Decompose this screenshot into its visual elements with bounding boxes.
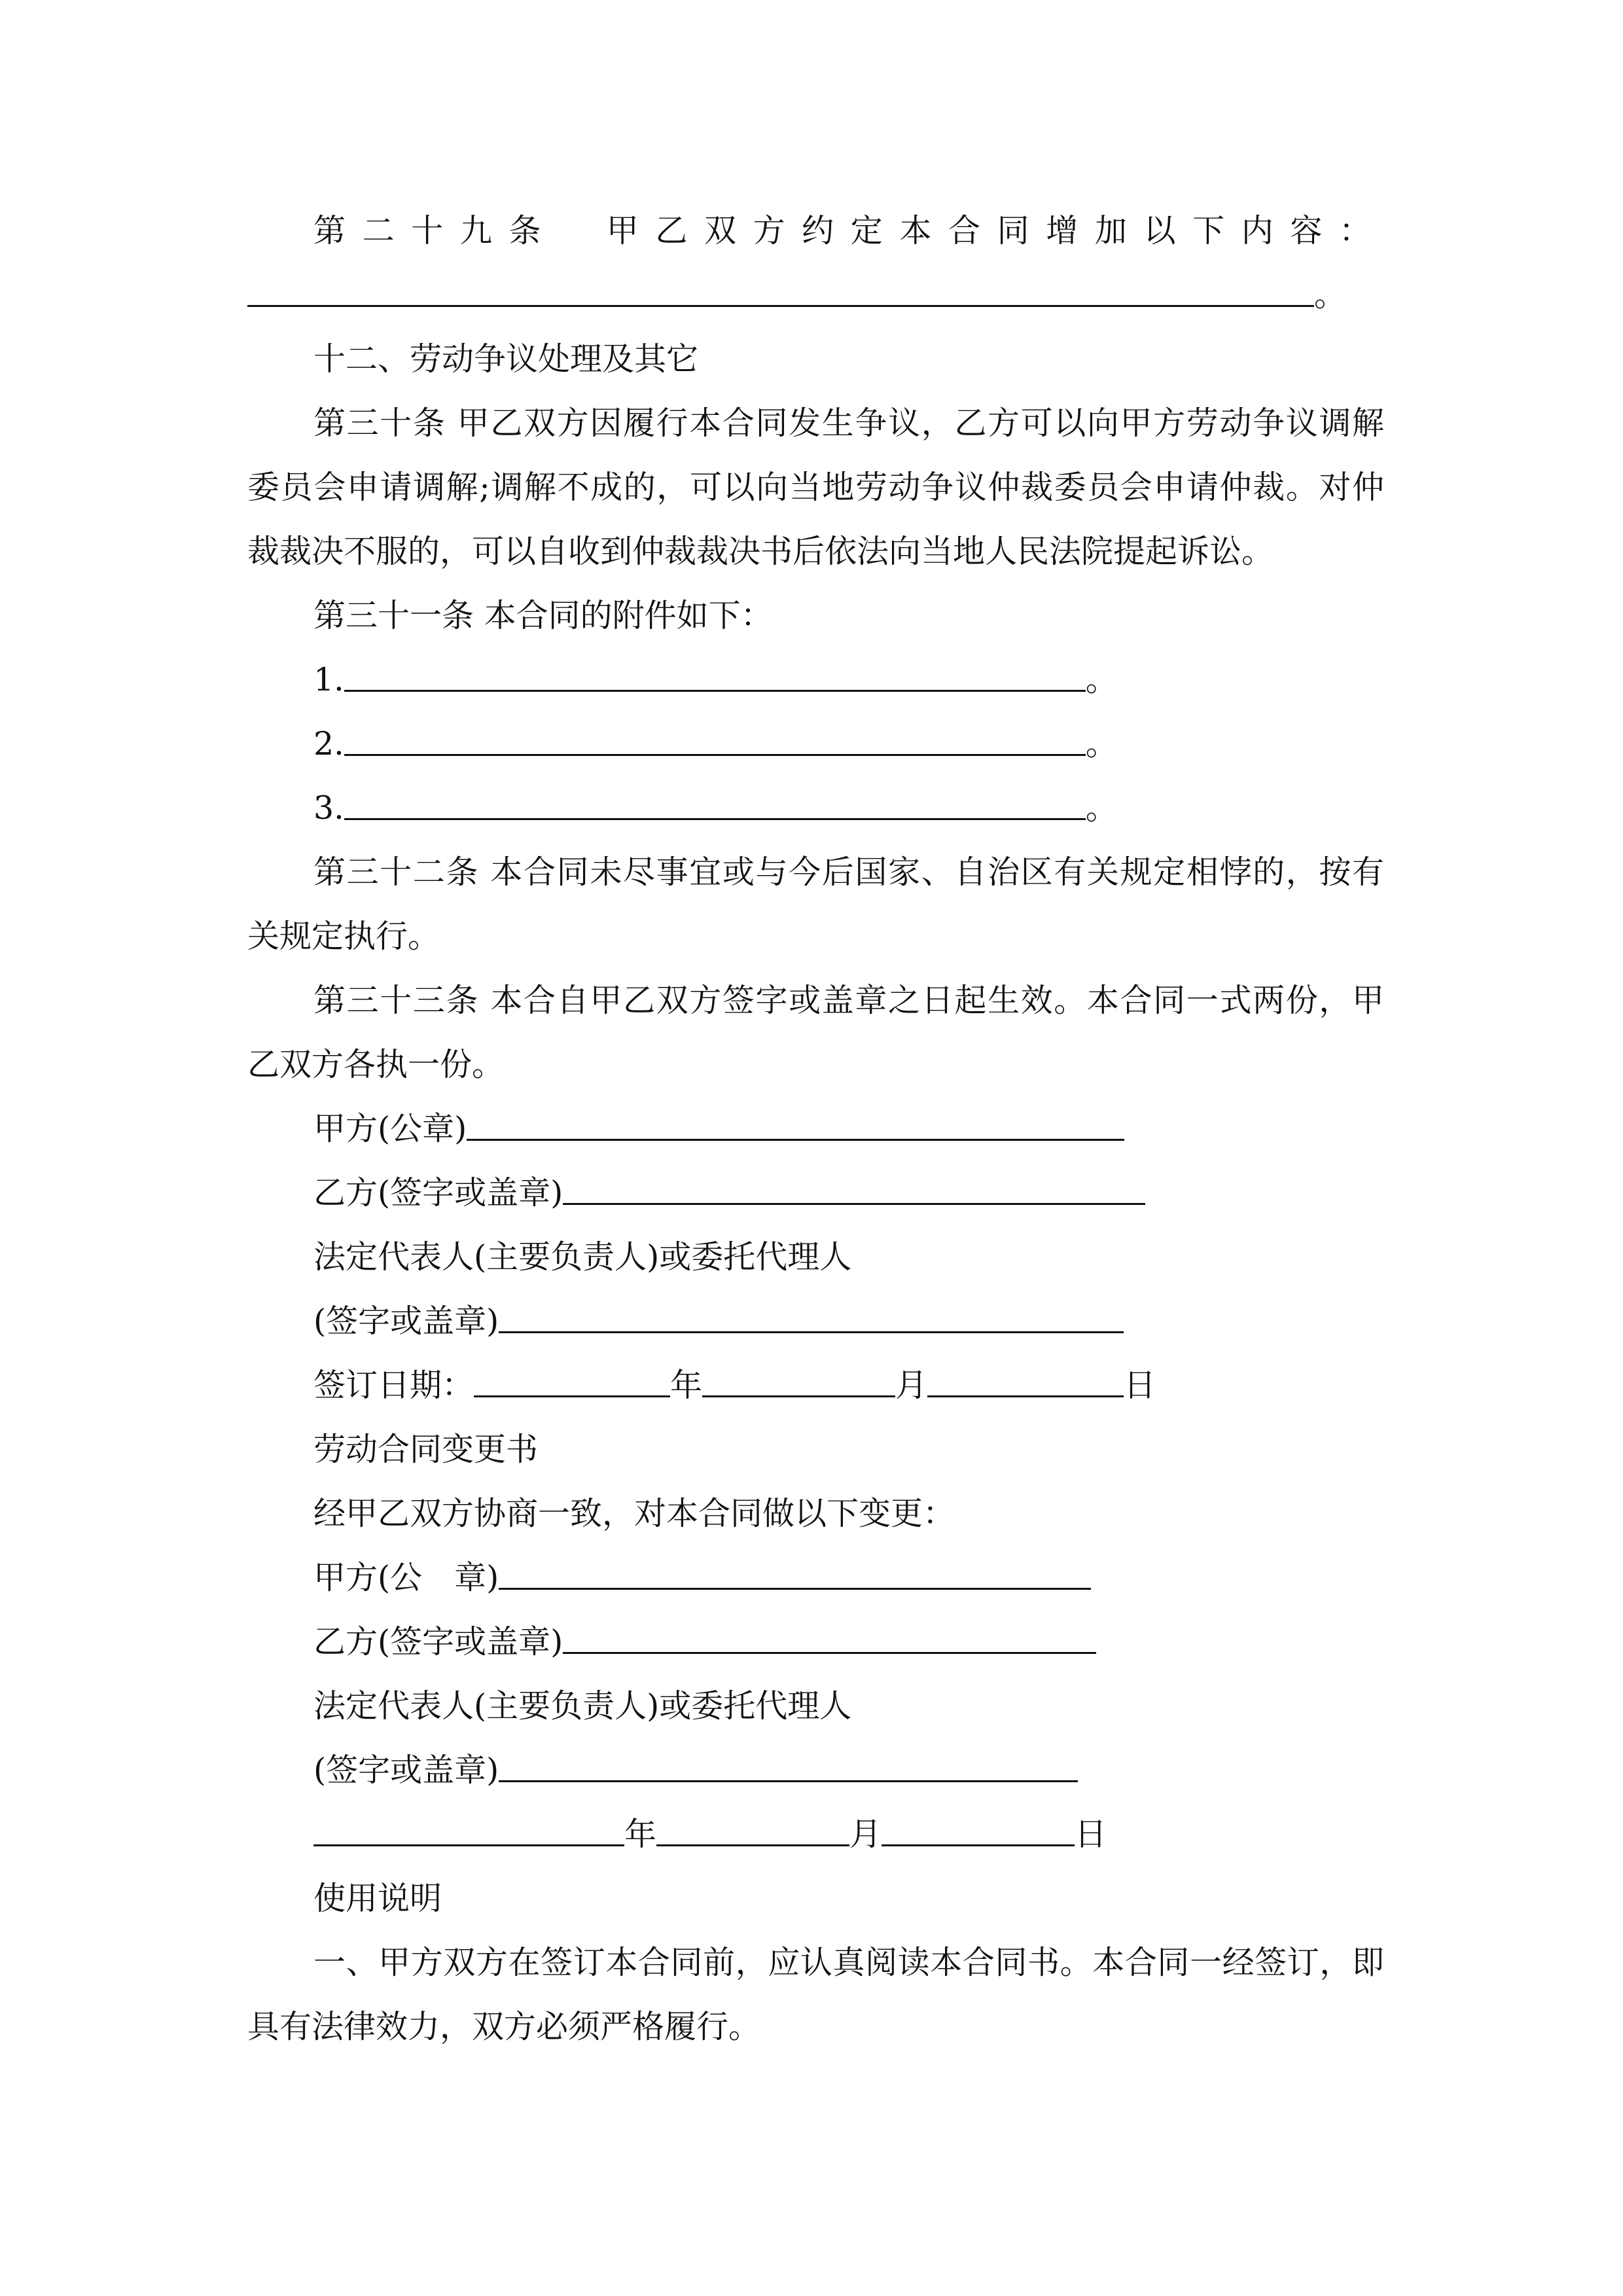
label: 乙方(签字或盖章) — [313, 1623, 563, 1660]
section-12-heading: 十二、劳动争议处理及其它 — [313, 340, 699, 378]
article-30-line2: 委员会申请调解;调解不成的，可以向当地劳动争议仲裁委员会申请仲裁。对仲 — [247, 469, 1384, 506]
change-party-b — [247, 1610, 1384, 1674]
article-33-line1: 第三十三条 本合自甲乙双方签字或盖章之日起生效。本合同一式两份，甲 — [313, 982, 1384, 1019]
fill-in-line[interactable] — [344, 648, 1086, 692]
attachment-2 — [247, 712, 1384, 776]
article-30-line1: 第三十条 甲乙双方因履行本合同发生争议，乙方可以向甲方劳动争议调解 — [313, 404, 1384, 442]
day-label: 日 — [1124, 1367, 1156, 1404]
fill-in-line[interactable] — [467, 1097, 1124, 1141]
month-field[interactable] — [656, 1803, 849, 1846]
fill-in-line[interactable] — [563, 1161, 1145, 1205]
attachment-number: 1. — [313, 661, 344, 698]
representative: 法定代表人(主要负责人)或委托代理人 — [313, 1238, 852, 1276]
usage-item1-line2: 具有法律效力，双方必须严格履行。 — [247, 2008, 761, 2045]
representative-sign — [247, 1289, 1384, 1354]
day-field[interactable] — [927, 1354, 1124, 1397]
year-field[interactable] — [313, 1803, 624, 1846]
year-label: 年 — [670, 1367, 703, 1404]
change-intro: 经甲乙双方协商一致，对本合同做以下变更： — [313, 1495, 955, 1532]
article-32-line2: 关规定执行。 — [247, 918, 440, 955]
period: 。 — [1085, 725, 1118, 762]
attachment-number: 2. — [313, 725, 344, 762]
change-title: 劳动合同变更书 — [313, 1431, 539, 1468]
change-date — [247, 1803, 1384, 1867]
usage-title: 使用说明 — [313, 1880, 442, 1917]
label: 签订日期： — [313, 1367, 474, 1404]
change-representative: 法定代表人(主要负责人)或委托代理人 — [313, 1687, 852, 1725]
period: 。 — [1085, 661, 1118, 698]
fill-in-line[interactable] — [247, 263, 1314, 307]
label: 乙方(签字或盖章) — [313, 1174, 563, 1211]
usage-item1-line1: 一、甲方双方在签订本合同前，应认真阅读本合同书。本合同一经签订，即 — [313, 1944, 1384, 1981]
party-b-sign — [247, 1161, 1384, 1225]
fill-in-line[interactable] — [499, 1546, 1091, 1590]
article-29: 第二十九条 甲乙双方约定本合同增加以下内容： — [313, 212, 1384, 249]
article-32-line1: 第三十二条 本合同未尽事宜或与今后国家、自治区有关规定相悖的，按有 — [313, 853, 1384, 891]
fill-in-line[interactable] — [563, 1610, 1096, 1654]
label: (签字或盖章) — [313, 1751, 499, 1789]
fill-in-line[interactable] — [344, 712, 1086, 756]
article-33-line2: 乙双方各执一份。 — [247, 1046, 505, 1083]
fill-in-line[interactable] — [499, 1289, 1124, 1333]
fill-in-line[interactable] — [344, 776, 1086, 820]
party-a-seal — [247, 1097, 1384, 1161]
sign-date — [247, 1354, 1384, 1418]
fill-in-line[interactable] — [499, 1738, 1078, 1782]
period: 。 — [1314, 276, 1347, 314]
label: (签字或盖章) — [313, 1302, 499, 1340]
label: 甲方(公 章) — [313, 1559, 499, 1596]
article-29-blank — [247, 263, 1384, 327]
year-label: 年 — [624, 1816, 657, 1853]
day-label: 日 — [1075, 1816, 1107, 1853]
label: 甲方(公章) — [313, 1110, 467, 1147]
article-30-line3: 裁裁决不服的，可以自收到仲裁裁决书后依法向当地人民法院提起诉讼。 — [247, 533, 1274, 570]
attachment-number: 3. — [313, 789, 344, 827]
month-label: 月 — [895, 1367, 928, 1404]
attachment-1 — [247, 648, 1384, 712]
change-representative-sign — [247, 1738, 1384, 1803]
period: 。 — [1085, 789, 1118, 827]
month-field[interactable] — [702, 1354, 895, 1397]
contract-page — [247, 199, 1384, 2059]
year-field[interactable] — [474, 1354, 670, 1397]
month-label: 月 — [849, 1816, 882, 1853]
article-31: 第三十一条 本合同的附件如下： — [313, 597, 773, 634]
attachment-3 — [247, 776, 1384, 840]
change-party-a — [247, 1546, 1384, 1610]
day-field[interactable] — [882, 1803, 1075, 1846]
